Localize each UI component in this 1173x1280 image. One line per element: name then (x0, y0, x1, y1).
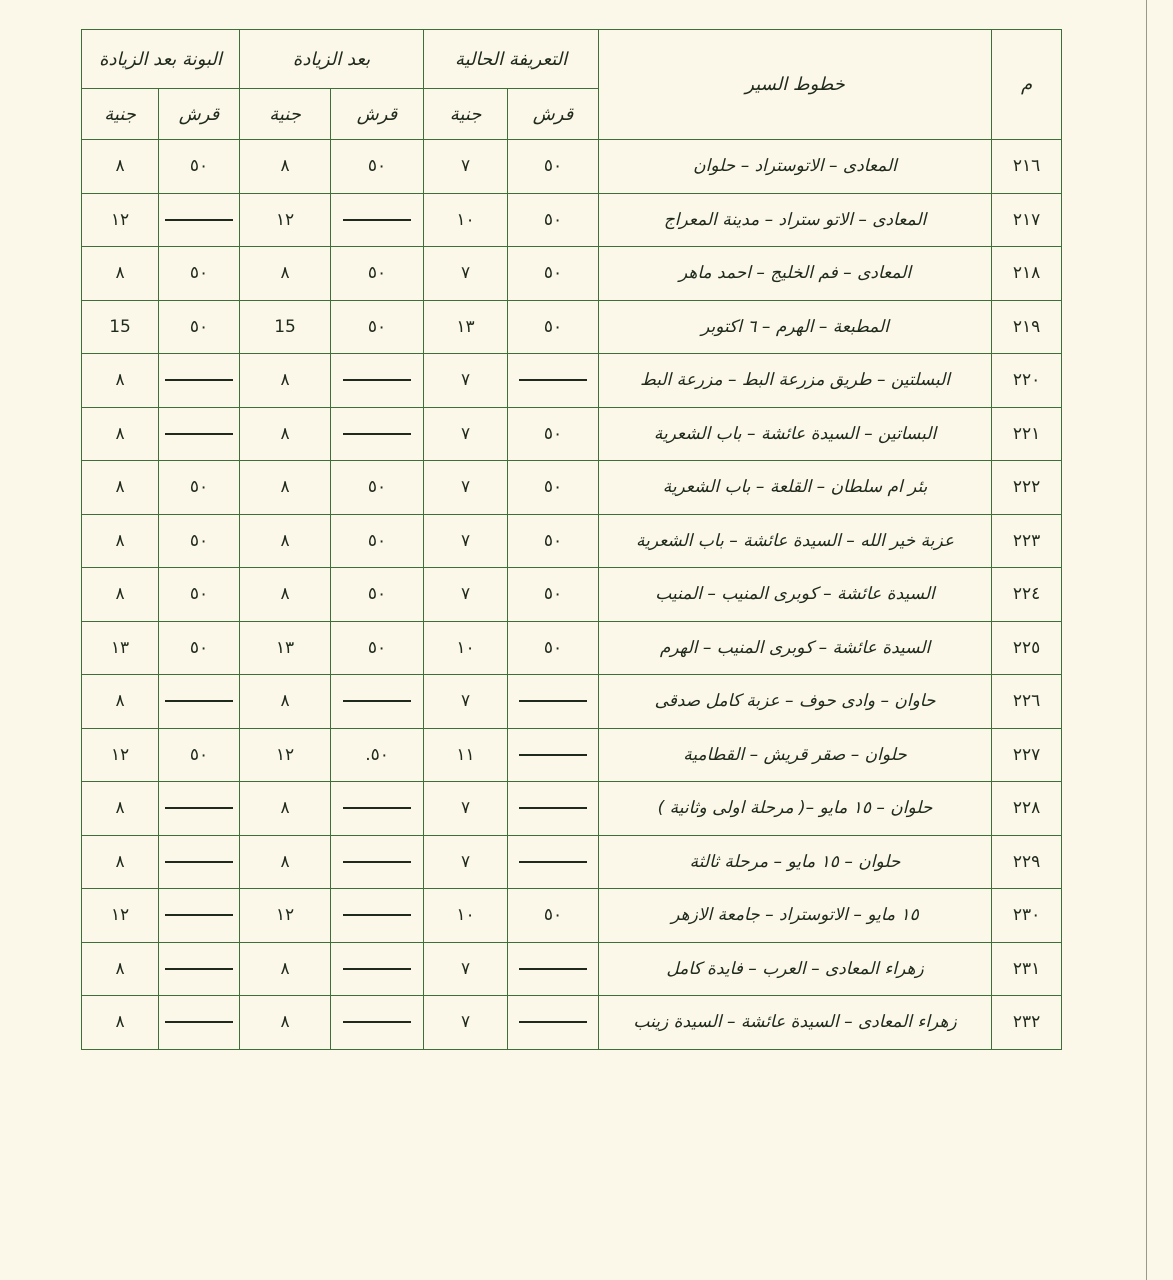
pass-pound-cell: ٨ (82, 140, 159, 194)
pass-piaster-cell: ٥٠ (159, 621, 240, 675)
route-name-cell: المعادى – الاتو ستراد – مدينة المعراج (599, 193, 992, 247)
pass-pound-cell: ١٢ (82, 193, 159, 247)
new-pound-cell: ١٢ (240, 889, 331, 943)
route-name-cell: المعادى – الاتوستراد – حلوان (599, 140, 992, 194)
new-piaster-cell: ٥٠ (331, 300, 424, 354)
empty-dash (519, 700, 587, 702)
table-row (82, 461, 1062, 515)
row-number-cell: ٢٢٠ (992, 354, 1062, 408)
pass-piaster-cell: ٥٠ (159, 568, 240, 622)
route-name-cell: زهراء المعادى – العرب – فايدة كامل (599, 942, 992, 996)
new-pound-cell: ٨ (240, 996, 331, 1050)
row-number-cell: ٢٢٣ (992, 514, 1062, 568)
current-piaster-cell (508, 782, 599, 836)
new-pound-cell: ٨ (240, 247, 331, 301)
row-number-cell: ٢١٦ (992, 140, 1062, 194)
row-number-cell: ٢٢١ (992, 407, 1062, 461)
table-row (82, 621, 1062, 675)
new-pound-cell: ٨ (240, 140, 331, 194)
pass-piaster-cell (159, 354, 240, 408)
pass-piaster-cell: ٥٠ (159, 728, 240, 782)
new-pound-cell: ٨ (240, 514, 331, 568)
route-name-cell: حلوان – ١٥ مايو – مرحلة ثالثة (599, 835, 992, 889)
empty-dash (343, 914, 411, 916)
header-row-groups (82, 30, 1062, 89)
pass-pound-cell: ٨ (82, 996, 159, 1050)
pass-piaster-cell: ٥٠ (159, 247, 240, 301)
new-pound-cell: ١٢ (240, 728, 331, 782)
new-pound-cell: ٨ (240, 942, 331, 996)
table-row (82, 300, 1062, 354)
route-name-cell: حاوان – وادى حوف – عزبة كامل صدقى (599, 675, 992, 729)
new-piaster-cell (331, 354, 424, 408)
current-piaster-cell (508, 728, 599, 782)
current-pound-cell: ٧ (424, 514, 508, 568)
new-pound-cell: ٨ (240, 782, 331, 836)
current-pound-cell: ٧ (424, 675, 508, 729)
new-pound-cell: ١٢ (240, 193, 331, 247)
current-piaster-cell (508, 835, 599, 889)
current-pound-cell: ٧ (424, 354, 508, 408)
table-body (82, 140, 1062, 1050)
route-header: خطوط السير (599, 30, 992, 140)
empty-dash (165, 219, 233, 221)
new-piaster-cell (331, 193, 424, 247)
pass-piaster-cell (159, 407, 240, 461)
table-row (82, 354, 1062, 408)
pass-pound-cell: ٨ (82, 675, 159, 729)
current-pound-cell: ١١ (424, 728, 508, 782)
empty-dash (343, 1021, 411, 1023)
route-name-cell: السيدة عائشة – كوبرى المنيب – الهرم (599, 621, 992, 675)
new-piaster-cell (331, 407, 424, 461)
empty-dash (343, 433, 411, 435)
current-piaster-cell: ٥٠ (508, 407, 599, 461)
table-row (82, 728, 1062, 782)
table-row (82, 568, 1062, 622)
empty-dash (165, 700, 233, 702)
empty-dash (343, 219, 411, 221)
new-piaster-cell (331, 889, 424, 943)
route-name-cell: بئر ام سلطان – القلعة – باب الشعرية (599, 461, 992, 515)
empty-dash (343, 700, 411, 702)
pass-piaster-cell (159, 782, 240, 836)
empty-dash (343, 379, 411, 381)
current-piaster-header: قرش (508, 89, 599, 140)
new-pound-cell: ٨ (240, 461, 331, 515)
new-piaster-cell (331, 996, 424, 1050)
pass-piaster-header: قرش (159, 89, 240, 140)
row-number-cell: ٢٢٩ (992, 835, 1062, 889)
current-piaster-cell: ٥٠ (508, 193, 599, 247)
row-number-cell: ٢٢٤ (992, 568, 1062, 622)
current-piaster-cell: ٥٠ (508, 568, 599, 622)
empty-dash (519, 807, 587, 809)
pass-pound-cell: ٨ (82, 354, 159, 408)
empty-dash (519, 968, 587, 970)
page-edge (1146, 0, 1147, 1280)
table-row (82, 675, 1062, 729)
current-pound-cell: ٧ (424, 782, 508, 836)
empty-dash (165, 861, 233, 863)
current-piaster-cell (508, 675, 599, 729)
table-row (82, 514, 1062, 568)
new-pound-cell: ٨ (240, 835, 331, 889)
pass-pound-cell: ٨ (82, 461, 159, 515)
new-piaster-cell: ٥٠ (331, 621, 424, 675)
current-fare-header: التعريفة الحالية (424, 30, 599, 89)
empty-dash (519, 379, 587, 381)
pass-pound-cell: ١٢ (82, 889, 159, 943)
pass-pound-cell: 15 (82, 300, 159, 354)
empty-dash (165, 433, 233, 435)
pass-pound-cell: ٨ (82, 247, 159, 301)
fare-table (81, 29, 1062, 1050)
empty-dash (343, 861, 411, 863)
pass-pound-cell: ٨ (82, 514, 159, 568)
empty-dash (519, 1021, 587, 1023)
current-piaster-cell: ٥٠ (508, 889, 599, 943)
row-number-cell: ٢٢٥ (992, 621, 1062, 675)
new-pound-cell: ٨ (240, 407, 331, 461)
current-piaster-cell (508, 996, 599, 1050)
current-pound-cell: ٧ (424, 247, 508, 301)
current-piaster-cell: ٥٠ (508, 140, 599, 194)
new-piaster-cell: ٥٠ (331, 514, 424, 568)
new-pound-cell: ١٣ (240, 621, 331, 675)
row-number-cell: ٢٣٢ (992, 996, 1062, 1050)
pass-piaster-cell (159, 835, 240, 889)
route-name-cell: السيدة عائشة – كوبرى المنيب – المنيب (599, 568, 992, 622)
route-name-cell: حلوان – ١٥ مايو –( مرحلة اولى وثانية ) (599, 782, 992, 836)
row-number-cell: ٢٢٢ (992, 461, 1062, 515)
current-pound-cell: ٧ (424, 942, 508, 996)
new-piaster-cell (331, 782, 424, 836)
empty-dash (165, 914, 233, 916)
pass-pound-cell: ١٢ (82, 728, 159, 782)
current-piaster-cell: ٥٠ (508, 300, 599, 354)
route-name-cell: ١٥ مايو – الاتوستراد – جامعة الازهر (599, 889, 992, 943)
pass-pound-cell: ٨ (82, 942, 159, 996)
pass-piaster-cell (159, 942, 240, 996)
new-piaster-cell: ٥٠ (331, 140, 424, 194)
current-piaster-cell (508, 942, 599, 996)
current-pound-cell: ١٣ (424, 300, 508, 354)
row-number-cell: ٢١٩ (992, 300, 1062, 354)
current-piaster-cell: ٥٠ (508, 247, 599, 301)
current-pound-cell: ١٠ (424, 621, 508, 675)
new-piaster-cell (331, 835, 424, 889)
pass-pound-cell: ٨ (82, 568, 159, 622)
current-pound-cell: ٧ (424, 996, 508, 1050)
new-pound-cell: ٨ (240, 568, 331, 622)
new-piaster-header: قرش (331, 89, 424, 140)
route-name-cell: المعادى – فم الخليج – احمد ماهر (599, 247, 992, 301)
new-pound-cell: 15 (240, 300, 331, 354)
table-row (82, 140, 1062, 194)
current-pound-cell: ٧ (424, 140, 508, 194)
row-number-cell: ٢٣٠ (992, 889, 1062, 943)
current-piaster-cell (508, 354, 599, 408)
after-increase-header: بعد الزيادة (240, 30, 424, 89)
pass-pound-header: جنية (82, 89, 159, 140)
new-piaster-cell: ٥٠ (331, 568, 424, 622)
pass-pound-cell: ٨ (82, 782, 159, 836)
table-row (82, 835, 1062, 889)
row-number-cell: ٢٢٧ (992, 728, 1062, 782)
pass-piaster-cell (159, 996, 240, 1050)
current-pound-cell: ١٠ (424, 889, 508, 943)
empty-dash (165, 1021, 233, 1023)
empty-dash (165, 968, 233, 970)
row-number-cell: ٢٣١ (992, 942, 1062, 996)
row-number-cell: ٢١٧ (992, 193, 1062, 247)
empty-dash (165, 379, 233, 381)
table-row (82, 782, 1062, 836)
current-pound-cell: ٧ (424, 407, 508, 461)
pass-pound-cell: ١٣ (82, 621, 159, 675)
pass-pound-cell: ٨ (82, 407, 159, 461)
route-name-cell: حلوان – صقر قريش – القطامية (599, 728, 992, 782)
current-pound-cell: ٧ (424, 835, 508, 889)
new-piaster-cell: ٥٠. (331, 728, 424, 782)
current-pound-header: جنية (424, 89, 508, 140)
current-piaster-cell: ٥٠ (508, 514, 599, 568)
empty-dash (343, 807, 411, 809)
new-piaster-cell: ٥٠ (331, 247, 424, 301)
current-piaster-cell: ٥٠ (508, 621, 599, 675)
pass-piaster-cell: ٥٠ (159, 514, 240, 568)
table-row (82, 889, 1062, 943)
new-piaster-cell: ٥٠ (331, 461, 424, 515)
table-row (82, 247, 1062, 301)
new-pound-cell: ٨ (240, 354, 331, 408)
row-number-cell: ٢١٨ (992, 247, 1062, 301)
current-pound-cell: ٧ (424, 461, 508, 515)
empty-dash (519, 861, 587, 863)
pass-after-increase-header: البونة بعد الزيادة (82, 30, 240, 89)
pass-piaster-cell: ٥٠ (159, 461, 240, 515)
number-header: م (992, 30, 1062, 140)
new-pound-cell: ٨ (240, 675, 331, 729)
new-piaster-cell (331, 942, 424, 996)
empty-dash (519, 754, 587, 756)
current-pound-cell: ١٠ (424, 193, 508, 247)
row-number-cell: ٢٢٦ (992, 675, 1062, 729)
row-number-cell: ٢٢٨ (992, 782, 1062, 836)
table-row (82, 193, 1062, 247)
table-row (82, 996, 1062, 1050)
new-pound-header: جنية (240, 89, 331, 140)
route-name-cell: البساتين – السيدة عائشة – باب الشعرية (599, 407, 992, 461)
pass-piaster-cell: ٥٠ (159, 300, 240, 354)
route-name-cell: عزبة خير الله – السيدة عائشة – باب الشعرية (599, 514, 992, 568)
pass-piaster-cell (159, 193, 240, 247)
pass-piaster-cell (159, 675, 240, 729)
table-row (82, 407, 1062, 461)
empty-dash (165, 807, 233, 809)
pass-piaster-cell: ٥٠ (159, 140, 240, 194)
route-name-cell: زهراء المعادى – السيدة عائشة – السيدة زينب (599, 996, 992, 1050)
route-name-cell: المطبعة – الهرم – ٦ اكتوبر (599, 300, 992, 354)
route-name-cell: البسلتين – طريق مزرعة البط – مزرعة البط (599, 354, 992, 408)
current-pound-cell: ٧ (424, 568, 508, 622)
new-piaster-cell (331, 675, 424, 729)
table-row (82, 942, 1062, 996)
current-piaster-cell: ٥٠ (508, 461, 599, 515)
pass-pound-cell: ٨ (82, 835, 159, 889)
empty-dash (343, 968, 411, 970)
pass-piaster-cell (159, 889, 240, 943)
